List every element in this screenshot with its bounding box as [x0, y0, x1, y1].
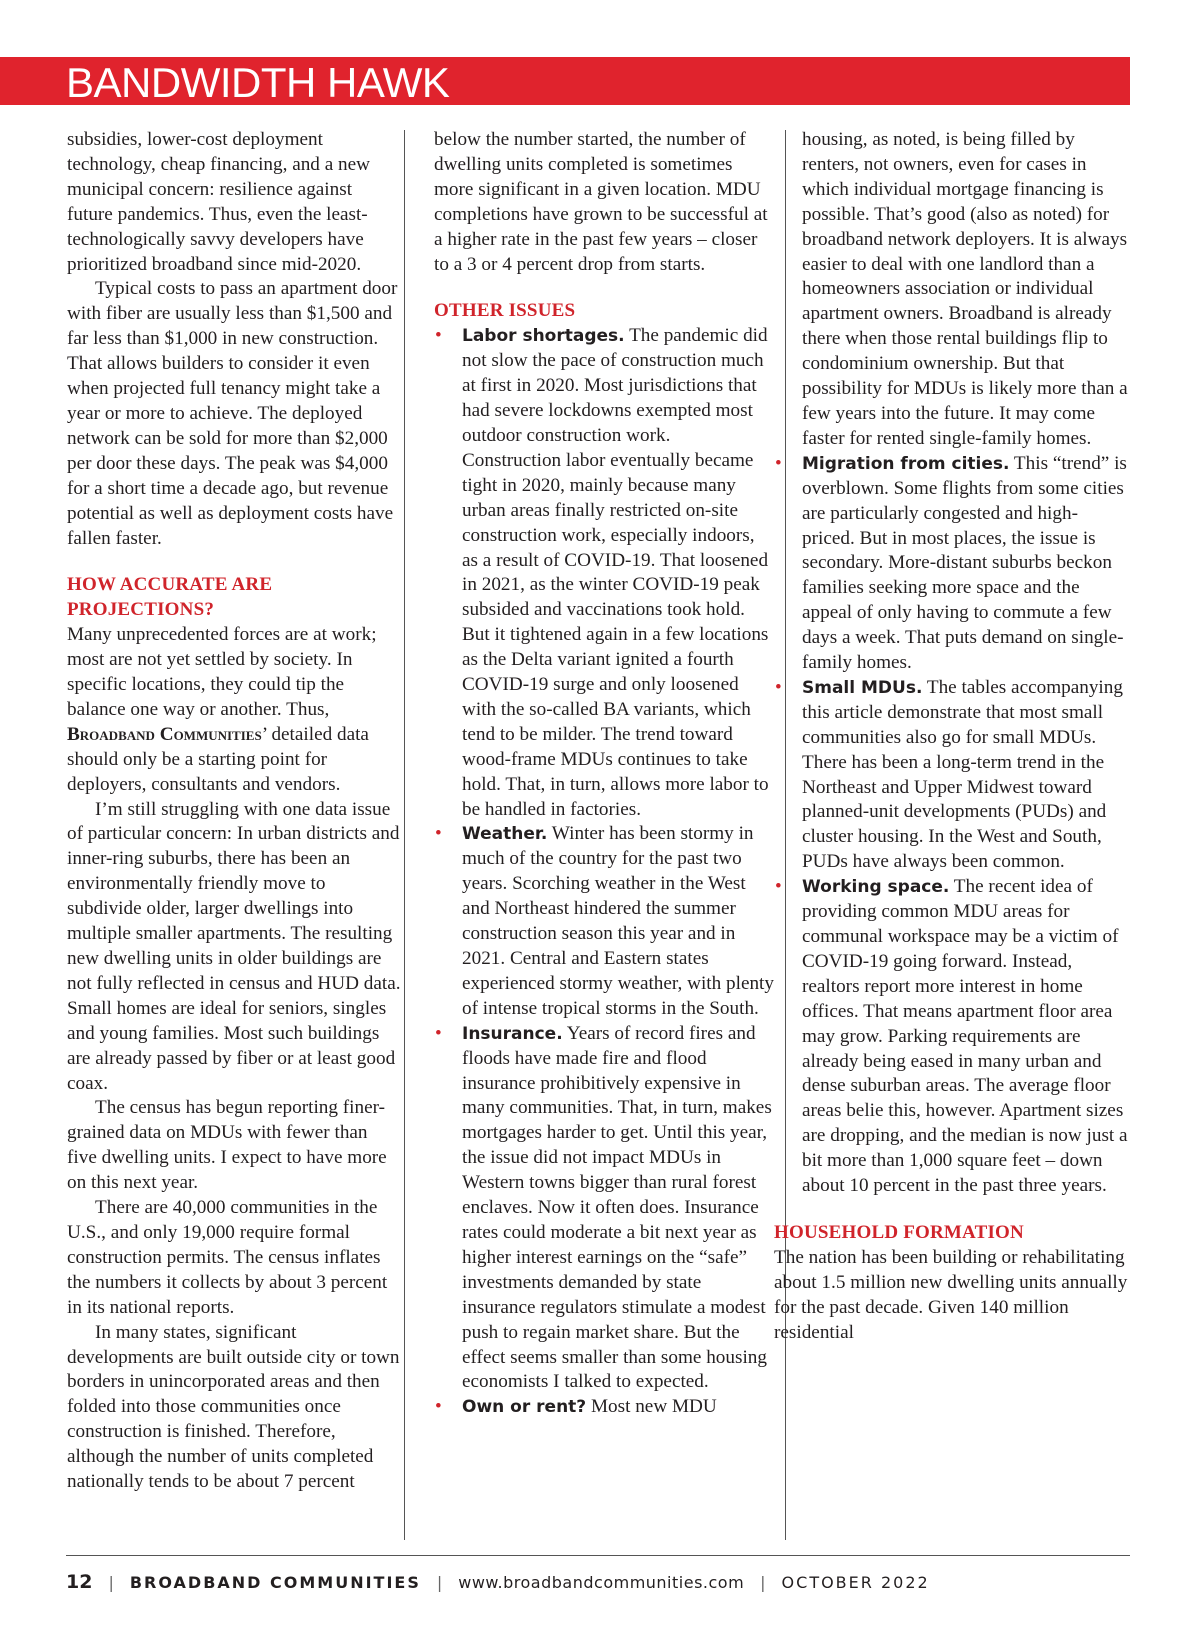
- list-item-text: Years of record fires and floods have made fire and flood insurance prohibitively expensive in many communities. That, in turn, makes mortgages harder to get. Until this year, the issue did not impact MDUs in Western towns bigger than rural forest enclaves. Now it often does. Insurance rates could moderate a bit next year as higher interest earnings on the “safe” investments demanded by state insurance regulators stimulate a modest push to regain market share. But the effect seems smaller than some housing economists I talked to expected.: [462, 1022, 772, 1393]
- paragraph-text: ’ detailed data should only be a starting point for deployers, consultants and vendors.: [67, 723, 369, 795]
- list-item-term: Own or rent?: [462, 1397, 587, 1418]
- footer-separator: |: [108, 1573, 114, 1592]
- bullet-icon: •: [435, 325, 442, 347]
- section-heading: HOUSEHOLD FORMATION: [774, 1221, 1024, 1243]
- section-heading: OTHER ISSUES: [434, 300, 576, 322]
- list-item: [434, 1395, 774, 1420]
- list-item: [434, 1022, 774, 1396]
- section-heading: HOW ACCURATE ARE PROJECTIONS?: [67, 574, 273, 621]
- paragraph: housing, as noted, is being filled by renters, not owners, even for cases in which individual mortgage financing is possible. That’s good (also as noted) for broadband network deployers. It is always easier to deal with one landlord than a homeowners association or individual apartment owners. Broadband is already there when those rental buildings flip to condominium ownership. But that possibility for MDUs is likely more than a few years into the future. It may come faster for rented single-family homes.: [802, 129, 1128, 449]
- page-footer: [66, 1571, 930, 1593]
- publication-name: Broadband Communities: [67, 723, 262, 745]
- article-column-2: [434, 128, 774, 1420]
- list-item-text: The tables accompanying this article demonstrate that most small communities also go for small MDUs. There has been a long-term trend in the Northeast and Upper Midwest toward planned-unit developments (PUDs) and cluster housing. In the West and South, PUDs have always been common.: [802, 676, 1123, 873]
- list-item-text: Winter has been stormy in much of the country for the past two years. Scorching weather in the West and Northeast hindered the summer construction season this year and in 2021. Central and Eastern states experienced stormy weather, with plenty of intense tropical storms in the South.: [462, 823, 774, 1019]
- list-item-term: Insurance.: [462, 1023, 563, 1044]
- article-column-3: [774, 128, 1130, 1346]
- section-title: BANDWIDTH HAWK: [66, 59, 450, 106]
- list-item-term: Small MDUs.: [802, 677, 923, 698]
- article-column-1: [67, 128, 402, 1495]
- issues-list: [434, 324, 774, 1420]
- list-item-term: Working space.: [802, 877, 950, 898]
- issue-date: OCTOBER 2022: [781, 1573, 930, 1592]
- bullet-icon: •: [435, 823, 442, 845]
- bullet-icon: •: [435, 1396, 442, 1418]
- bullet-icon: •: [435, 1022, 442, 1044]
- paragraph: In many states, significant developments are built outside city or town borders in unincorporated areas and then folded into those communities once construction is finished. Therefore, although the number of units completed nationally tends to be about 7 percent: [67, 1321, 400, 1493]
- paragraph: The nation has been building or rehabilitating about 1.5 million new dwelling units annually for the past decade. Given 140 million residential: [774, 1246, 1128, 1343]
- issues-list-continued: [775, 452, 1130, 1199]
- list-item: [774, 676, 1130, 875]
- paragraph: There are 40,000 communities in the U.S., and only 19,000 require formal construction permits. The census inflates the numbers it collects by about 3 percent in its national reports.: [67, 1197, 388, 1318]
- list-item-text: The recent idea of providing common MDU areas for communal workspace may be a victim of COVID-19 going forward. Instead, realtors report more interest in home offices. That means apartment floor area may grow. Parking requirements are already being eased in many urban and dense suburban areas. The average floor areas belie this, however. Apartment sizes are dropping, and the median is now just a bit more than 1,000 square feet – down about 10 percent in the past three years.: [802, 876, 1128, 1197]
- paragraph: Typical costs to pass an apartment door with fiber are usually less than $1,500 and far less than $1,000 in new construction. That allows builders to consider it even when projected full tenancy might take a year or more to achieve. The deployed network can be sold for more than $2,000 per door these days. The peak was $4,000 for a short time a decade ago, but revenue potential as well as deployment costs have fallen faster.: [67, 278, 398, 549]
- list-item-text: This “trend” is overblown. Some flights from some cities are particularly congested and high-priced. But in most places, the issue is secondary. More-distant suburbs beckon families seeking more space and the appeal of only having to commute a few days a week. That puts demand on single-family homes.: [802, 452, 1127, 674]
- bullet-icon: •: [775, 876, 782, 898]
- paragraph: subsidies, lower-cost deployment technology, cheap financing, and a new municipal concern: resilience against future pandemics. Thus, even the least-technologically savvy developers have prioritized broadband since mid-2020.: [67, 129, 370, 275]
- paragraph: below the number started, the number of dwelling units completed is sometimes more significant in a given location. MDU completions have grown to be successful at a higher rate in the past few years – closer to a 3 or 4 percent drop from starts.: [434, 129, 768, 275]
- footer-divider: [66, 1555, 1130, 1556]
- list-item-term: Weather.: [462, 824, 548, 845]
- list-item-term: Migration from cities.: [802, 453, 1010, 474]
- bullet-icon: •: [775, 676, 782, 698]
- section-banner: [0, 57, 1130, 105]
- page-number: 12: [66, 1571, 93, 1593]
- list-item-term: Labor shortages.: [462, 326, 625, 347]
- column-divider: [404, 130, 405, 1540]
- paragraph-text: Many unprecedented forces are at work; most are not yet settled by society. In specific locations, they could tip the balance one way or another. Thus,: [67, 624, 377, 720]
- paragraph: I’m still struggling with one data issue of particular concern: In urban districts and inner-ring suburbs, there has been an environmentally friendly move to subdivide older, larger dwellings into multiple smaller apartments. The resulting new dwelling units in older buildings are not fully reflected in census and HUD data. Small homes are ideal for seniors, singles and young families. Most such buildings are already passed by fiber or at least good coax.: [67, 798, 401, 1094]
- footer-separator: |: [436, 1573, 443, 1592]
- paragraph: The census has begun reporting finer-grained data on MDUs with fewer than five dwelling units. I expect to have more on this next year.: [67, 1097, 387, 1194]
- list-item-text: Most new MDU: [586, 1396, 717, 1418]
- list-item-text: The pandemic did not slow the pace of construction much at first in 2020. Most jurisdictions that had severe lockdowns exempted most outdoor construction work. Construction labor eventually became tight in 2020, mainly because many urban areas finally restricted on-site construction work, especially indoors, as a result of COVID-19. That loosened in 2021, as the winter COVID-19 peak subsided and vaccinations took hold. But it tightened again in a few locations as the Delta variant ignited a fourth COVID-19 surge and only loosened with the so-called BA variants, which tend to be milder. The trend toward wood-frame MDUs continues to take hold. That, in turn, allows more labor to be handled in factories.: [462, 325, 769, 820]
- footer-separator: |: [760, 1573, 766, 1592]
- list-item: [434, 822, 774, 1021]
- website-link[interactable]: www.broadbandcommunities.com: [458, 1573, 745, 1592]
- paragraph: [67, 623, 402, 797]
- bullet-icon: •: [775, 452, 782, 474]
- list-item: [774, 875, 1130, 1199]
- list-item: [774, 452, 1130, 676]
- publication-name: BROADBAND COMMUNITIES: [129, 1573, 421, 1592]
- list-item: [434, 324, 774, 822]
